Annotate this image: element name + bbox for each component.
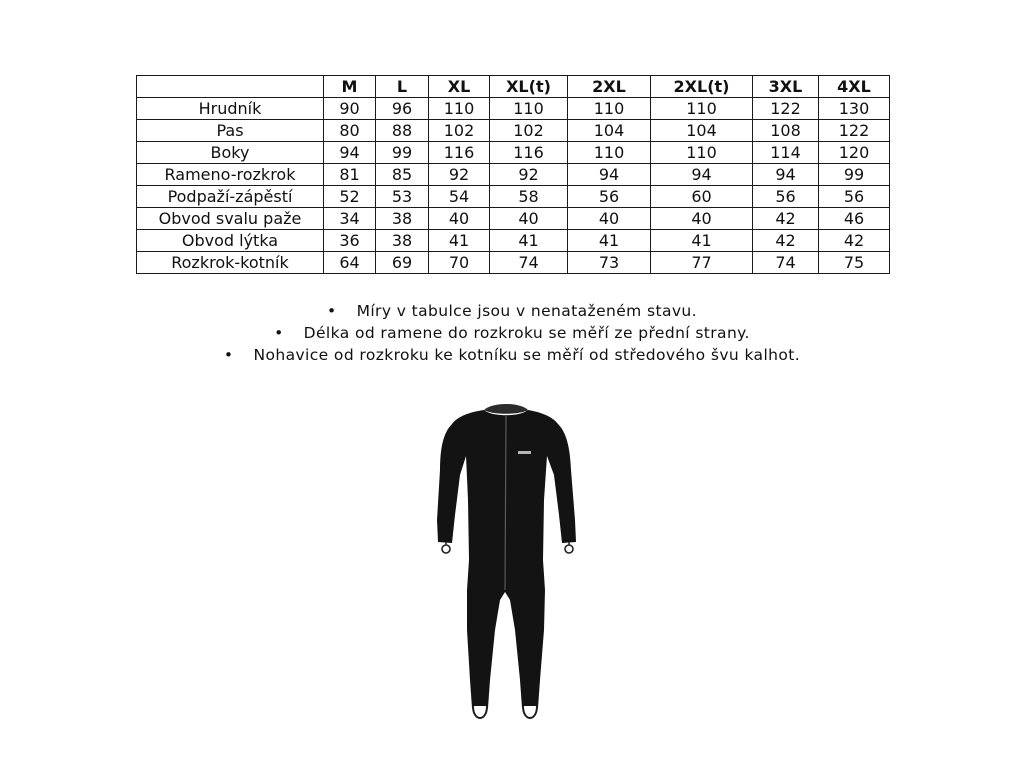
- size-value: 46: [819, 208, 890, 230]
- size-value: 75: [819, 252, 890, 274]
- measurement-label: Rozkrok-kotník: [137, 252, 324, 274]
- note-unstretched: • Míry v tabulce jsou v nenataženém stavu.: [0, 300, 1024, 322]
- size-value: 42: [753, 230, 819, 252]
- size-value: 120: [819, 142, 890, 164]
- size-value: 34: [324, 208, 376, 230]
- measurement-notes: [0, 300, 1024, 366]
- size-value: 114: [753, 142, 819, 164]
- size-header: XL: [429, 76, 490, 98]
- collar: [484, 404, 528, 414]
- size-value: 94: [651, 164, 753, 186]
- size-value: 69: [376, 252, 429, 274]
- size-value: 92: [429, 164, 490, 186]
- size-value: 110: [568, 142, 651, 164]
- measurement-label: Obvod svalu paže: [137, 208, 324, 230]
- size-header: 2XL: [568, 76, 651, 98]
- size-value: 130: [819, 98, 890, 120]
- measurement-label: Obvod lýtka: [137, 230, 324, 252]
- size-value: 96: [376, 98, 429, 120]
- wrist-loop-right: [565, 545, 573, 553]
- size-value: 40: [568, 208, 651, 230]
- size-value: 77: [651, 252, 753, 274]
- size-value: 74: [490, 252, 568, 274]
- size-value: 73: [568, 252, 651, 274]
- size-value: 60: [651, 186, 753, 208]
- size-value: 52: [324, 186, 376, 208]
- undersuit-body: [437, 410, 576, 708]
- size-value: 94: [324, 142, 376, 164]
- size-value: 92: [490, 164, 568, 186]
- size-header: L: [376, 76, 429, 98]
- table-row: [137, 208, 890, 230]
- note-crotch-ankle: • Nohavice od rozkroku ke kotníku se měří od středového švu kalhot.: [0, 344, 1024, 366]
- size-value: 38: [376, 230, 429, 252]
- size-value: 102: [490, 120, 568, 142]
- table-row: [137, 120, 890, 142]
- measurement-label: Pas: [137, 120, 324, 142]
- size-value: 94: [568, 164, 651, 186]
- size-value: 41: [568, 230, 651, 252]
- size-value: 81: [324, 164, 376, 186]
- size-value: 40: [651, 208, 753, 230]
- size-table: [136, 75, 890, 274]
- table-row: [137, 230, 890, 252]
- size-value: 110: [429, 98, 490, 120]
- size-value: 41: [490, 230, 568, 252]
- size-value: 41: [429, 230, 490, 252]
- size-value: 58: [490, 186, 568, 208]
- size-header: 3XL: [753, 76, 819, 98]
- size-value: 104: [651, 120, 753, 142]
- size-value: 122: [753, 98, 819, 120]
- size-value: 99: [376, 142, 429, 164]
- size-value: 64: [324, 252, 376, 274]
- size-value: 85: [376, 164, 429, 186]
- table-row: [137, 186, 890, 208]
- size-value: 41: [651, 230, 753, 252]
- note-shoulder-crotch: • Délka od ramene do rozkroku se měří ze přední strany.: [0, 322, 1024, 344]
- size-value: 80: [324, 120, 376, 142]
- size-value: 40: [490, 208, 568, 230]
- measurement-label: Hrudník: [137, 98, 324, 120]
- size-value: 104: [568, 120, 651, 142]
- size-table-header: [137, 76, 890, 98]
- size-value: 56: [753, 186, 819, 208]
- size-header: 2XL(t): [651, 76, 753, 98]
- size-value: 116: [490, 142, 568, 164]
- size-table-body: [137, 98, 890, 274]
- foot-stirrup-left: [473, 706, 487, 718]
- size-value: 42: [819, 230, 890, 252]
- size-value: 88: [376, 120, 429, 142]
- size-value: 99: [819, 164, 890, 186]
- size-value: 108: [753, 120, 819, 142]
- size-value: 54: [429, 186, 490, 208]
- measurement-label: Rameno-rozkrok: [137, 164, 324, 186]
- table-row: [137, 252, 890, 274]
- header-row: [137, 76, 890, 98]
- chest-logo: [518, 451, 531, 454]
- size-value: 53: [376, 186, 429, 208]
- foot-stirrup-right: [523, 706, 537, 718]
- size-value: 74: [753, 252, 819, 274]
- size-value: 94: [753, 164, 819, 186]
- measurement-label: Boky: [137, 142, 324, 164]
- size-value: 90: [324, 98, 376, 120]
- corner-cell: [137, 76, 324, 98]
- table-row: [137, 98, 890, 120]
- size-header: M: [324, 76, 376, 98]
- measurement-label: Podpaží-zápěstí: [137, 186, 324, 208]
- size-value: 56: [568, 186, 651, 208]
- size-value: 110: [651, 98, 753, 120]
- size-value: 110: [490, 98, 568, 120]
- size-value: 70: [429, 252, 490, 274]
- size-value: 110: [651, 142, 753, 164]
- table-row: [137, 142, 890, 164]
- size-value: 110: [568, 98, 651, 120]
- size-value: 56: [819, 186, 890, 208]
- table-row: [137, 164, 890, 186]
- size-value: 42: [753, 208, 819, 230]
- size-header: 4XL: [819, 76, 890, 98]
- wrist-loop-left: [442, 545, 450, 553]
- size-value: 122: [819, 120, 890, 142]
- size-value: 40: [429, 208, 490, 230]
- size-value: 116: [429, 142, 490, 164]
- undersuit-image: [420, 395, 600, 730]
- size-value: 102: [429, 120, 490, 142]
- size-value: 38: [376, 208, 429, 230]
- size-header: XL(t): [490, 76, 568, 98]
- size-value: 36: [324, 230, 376, 252]
